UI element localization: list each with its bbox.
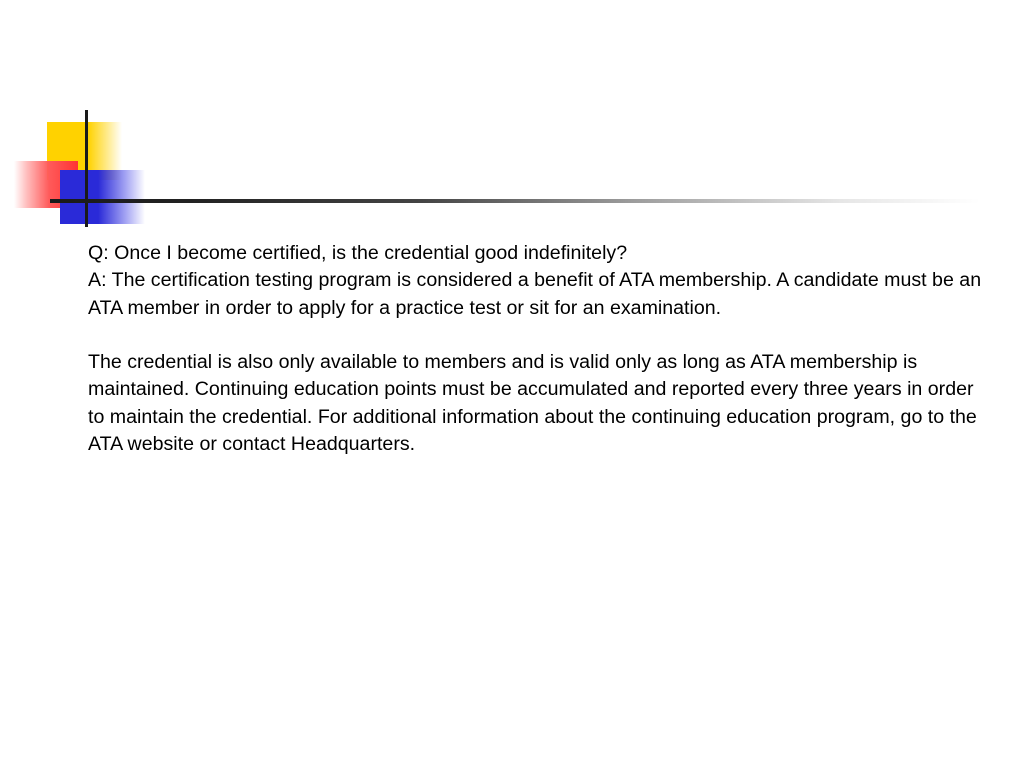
slide-body [88, 240, 993, 458]
paragraph-spacer [88, 322, 993, 349]
decorative-vertical-rule [85, 110, 88, 227]
question-text: Q: Once I become certified, is the credential good indefinitely? [88, 242, 628, 264]
decorative-blue-square [60, 170, 145, 224]
answer-paragraph-1: A: The certification testing program is considered a benefit of ATA membership. A candidate must be an ATA member in order to apply for a practice test or sit for an examination. [88, 269, 982, 319]
answer-paragraph-2: The credential is also only available to members and is valid only as long as ATA membership is maintained. Continuing education points must be accumulated and reported every three years in order to maintain the credential. For additional information about the continuing education program, go to the ATA website or contact Headquarters. [88, 351, 977, 456]
decorative-horizontal-rule [50, 199, 980, 203]
